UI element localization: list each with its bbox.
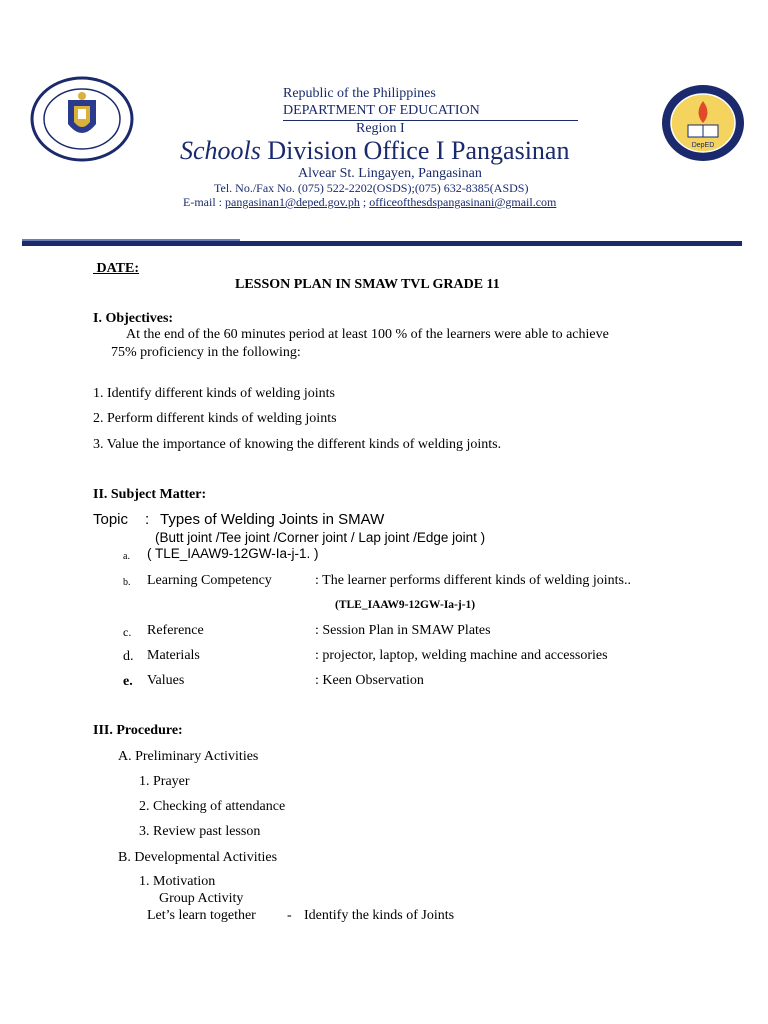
objectives-intro-line1: At the end of the 60 minutes period at least 100 % of the learners were able to achieve <box>126 327 609 342</box>
item-a-code: ( TLE_IAAW9-12GW-Ia-j-1. ) <box>147 546 319 561</box>
email-label: E-mail : <box>183 195 225 209</box>
item-e-letter: e. <box>123 674 133 689</box>
item-b-value: : The learner performs different kinds of welding joints.. <box>315 573 631 588</box>
prelim-item-attendance: 2. Checking of attendance <box>139 799 286 814</box>
objective-item-3: 3. Value the importance of knowing the different kinds of welding joints. <box>93 437 502 452</box>
procedure-heading: III. Procedure: <box>93 723 183 738</box>
seal-center-text: DepED <box>691 142 715 149</box>
topic-label: Topic <box>93 511 129 528</box>
learn-together-label: Let’s learn together <box>147 908 256 923</box>
email-separator: ; <box>359 195 370 209</box>
item-b-letter: b. <box>123 577 131 588</box>
learn-together-value: Identify the kinds of Joints <box>304 908 455 923</box>
item-e-value: : Keen Observation <box>315 673 424 688</box>
office-title-italic: Schools <box>180 136 261 165</box>
objectives-intro-line2: 75% proficiency in the following: <box>111 345 301 360</box>
office-title-rest: Division Office I Pangasinan <box>260 136 570 165</box>
item-d-label: Materials <box>147 648 200 663</box>
office-title <box>180 136 569 166</box>
item-c-letter: c. <box>123 625 132 639</box>
sdo-pangasinan-seal-logo <box>660 83 746 163</box>
objectives-heading: I. Objectives: <box>93 311 174 326</box>
email-link-gmail[interactable]: officeofthesdspangasinani@gmail.com <box>369 195 557 209</box>
motivation-item: 1. Motivation <box>139 874 216 889</box>
subject-matter-heading: II. Subject Matter: <box>93 487 207 502</box>
office-email-line <box>183 195 556 210</box>
email-link-deped[interactable]: pangasinan1@deped.gov.ph <box>225 195 360 209</box>
developmental-activities-label: B. Developmental Activities <box>118 850 278 865</box>
objective-item-2: 2. Perform different kinds of welding joints <box>93 411 337 426</box>
lesson-plan-title: LESSON PLAN IN SMAW TVL GRADE 11 <box>235 277 500 292</box>
topic-joint-types: (Butt joint /Tee joint /Corner joint / Lap joint /Edge joint ) <box>155 530 486 545</box>
prelim-item-prayer: 1. Prayer <box>139 774 190 789</box>
item-c-value: : Session Plan in SMAW Plates <box>315 623 491 638</box>
office-address: Alvear St. Lingayen, Pangasinan <box>298 166 482 181</box>
topic-colon: : <box>145 511 150 528</box>
item-b-label: Learning Competency <box>147 573 272 588</box>
header-divider <box>22 241 742 246</box>
office-telfax: Tel. No./Fax No. (075) 522-2202(OSDS);(075) 632-8385(ASDS) <box>214 181 529 195</box>
deped-seal-logo <box>30 76 134 162</box>
item-d-letter: d. <box>123 649 134 664</box>
date-label: DATE: <box>96 261 140 276</box>
learn-together-dash: - <box>287 908 292 923</box>
item-c-label: Reference <box>147 623 204 638</box>
item-a-letter: a. <box>123 551 130 562</box>
objective-item-1: 1. Identify different kinds of welding joints <box>93 386 335 401</box>
topic-value: Types of Welding Joints in SMAW <box>160 511 385 528</box>
group-activity-label: Group Activity <box>159 891 244 906</box>
header-region: Region I <box>356 121 405 136</box>
competency-code: (TLE_IAAW9-12GW-Ia-j-1) <box>335 599 476 611</box>
prelim-item-review: 3. Review past lesson <box>139 824 261 839</box>
preliminary-activities-label: A. Preliminary Activities <box>118 749 259 764</box>
header-department: DEPARTMENT OF EDUCATION <box>283 103 480 118</box>
item-d-value: : projector, laptop, welding machine and accessories <box>315 648 608 663</box>
header-underline <box>283 120 578 121</box>
item-e-label: Values <box>147 673 185 688</box>
header-republic: Republic of the Philippines <box>283 86 436 101</box>
